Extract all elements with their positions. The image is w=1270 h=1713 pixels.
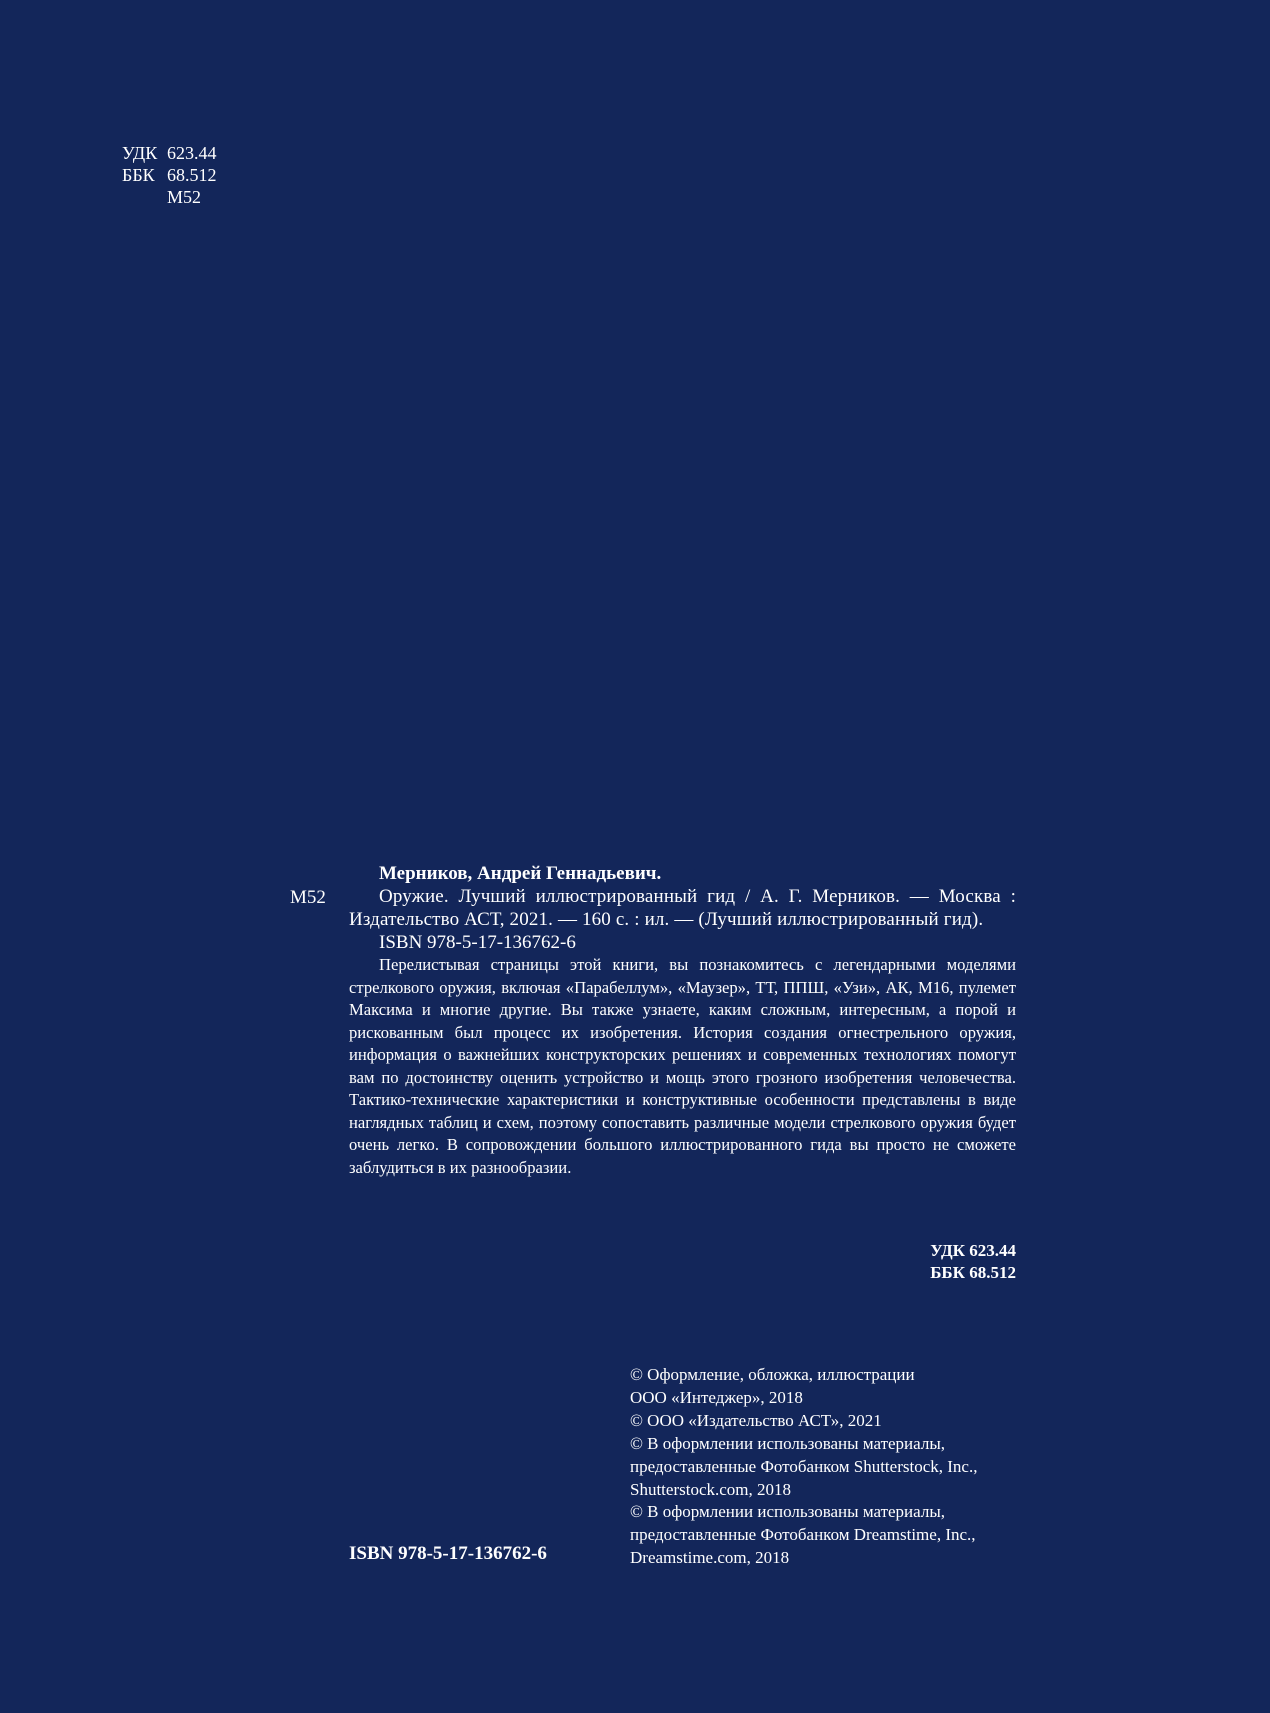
- copyright-line: © Оформление, обложка, иллюстрации: [630, 1365, 915, 1384]
- isbn-line: ISBN 978-5-17-136762-6: [379, 932, 576, 953]
- copyright-notices: [630, 1364, 1020, 1570]
- isbn-bold: ISBN 978-5-17-136762-6: [349, 1543, 547, 1564]
- udk-row: [122, 142, 217, 164]
- author-name: Мерников, Андрей Геннадьевич.: [379, 863, 662, 884]
- author-mark: М52: [167, 187, 202, 207]
- author-sign: М52: [290, 887, 326, 908]
- udk-label: УДК: [122, 143, 158, 163]
- udk-value: 623.44: [167, 143, 217, 163]
- bottom-bbk: ББК 68.512: [930, 1263, 1016, 1282]
- bottom-classification-codes: [849, 1240, 1016, 1284]
- bbk-label: ББК: [122, 165, 155, 185]
- bibliographic-record: [349, 862, 1016, 1179]
- copyright-line: © ООО «Издательство АСТ», 2021: [630, 1410, 882, 1430]
- copyright-line: © В оформлении использованы материалы,: [630, 1502, 945, 1522]
- author-mark-row: [122, 186, 217, 208]
- bottom-udk: УДК 623.44: [930, 1241, 1016, 1260]
- copyright-line: предоставленные Фотобанком Shutterstock, Inc.,: [630, 1456, 978, 1476]
- copyright-line: ООО «Интеджер», 2018: [630, 1387, 803, 1407]
- bbk-value: 68.512: [167, 165, 217, 185]
- title-description: Оружие. Лучший иллюстрированный гид / А. Г. Мерников. — Москва : Издательство АСТ, 2021. — 160 с. : ил. — (Лучший иллюстрированный гид).: [349, 886, 1016, 930]
- copyright-line: предоставленные Фотобанком Dreamstime, Inc.,: [630, 1525, 976, 1545]
- copyright-line: Shutterstock.com, 2018: [630, 1479, 792, 1499]
- annotation: Перелистывая страницы этой книги, вы познакомитесь с легендарными моделями стрелкового оружия, включая «Парабеллум», «Маузер», ТТ, ППШ, «Узи», АК, М16, пулемет Максима и многие другие. Вы также узнаете, каким сложным, интересным, а порой и рискованным был процесс их изобретения. История создания огнестрельного оружия, информация о важнейших конструкторских решениях и современных технологиях помогут вам по достоинству оценить устройство и мощь этого грозного изобретения человечества. Тактико-технические характеристики и конструктивные особенности представлены в виде наглядных таблиц и схем, поэтому сопоставить различные модели стрелкового оружия будет очень легко. В сопровождении большого иллюстрированного гида вы просто не сможете заблудиться в их разнообразии.: [349, 955, 1016, 1177]
- copyright-line: © В оформлении использованы материалы,: [630, 1433, 945, 1453]
- bbk-row: [122, 164, 217, 186]
- classification-codes: [122, 142, 217, 208]
- copyright-line: Dreamstime.com, 2018: [630, 1548, 790, 1568]
